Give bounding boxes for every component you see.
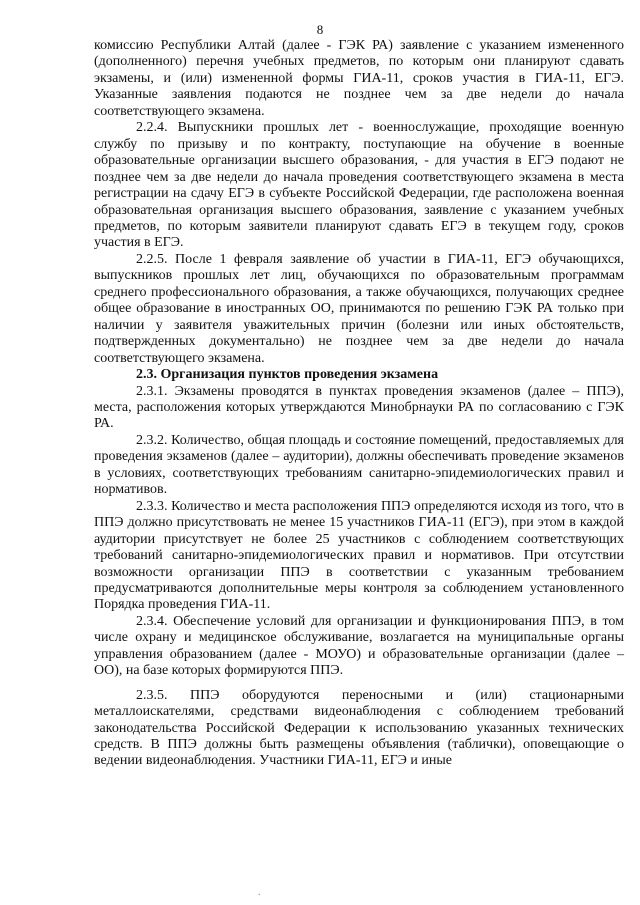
paragraph-2-3-2: 2.3.2. Количество, общая площадь и состояние помещений, предоставляемых для проведения экзаменов (далее – аудитории), должны обеспечивать проведение экзаменов в условиях, соответствующих требованиям санитарно-эпидемиологических правил и нормативов. — [94, 432, 624, 498]
paragraph-2-3-4: 2.3.4. Обеспечение условий для организации и функционирования ППЭ, в том числе охрану и медицинское обслуживание, возлагается на муниципальные органы управления образованием (далее - МОУО) и образовательные организации (далее – ОО), на базе которых формируются ППЭ. — [94, 613, 624, 679]
paragraph-2-2-5: 2.2.5. После 1 февраля заявление об участии в ГИА-11, ЕГЭ обучающихся, выпускников прошлых лет лиц, обучающихся по образовательным программам среднего профессионального образования, а также обучающихся, получающих среднее общее образование в иностранных ОО, принимаются по решению ГЭК РА только при наличии у заявителя уважительных причин (болезни или иных обстоятельств, подтвержденных документально) не позднее чем за две недели до начала соответствующего экзамена. — [94, 251, 624, 366]
paragraph-2-3-3: 2.3.3. Количество и места расположения ППЭ определяются исходя из того, что в ППЭ должно присутствовать не менее 15 участников ГИА-11 (ЕГЭ), при этом в каждой аудитории присутствует не более 25 участников с соблюдением соответствующих требований санитарно-эпидемиологических правил и нормативов. При отсутствии возможности организации ППЭ в соответствии с указанным требованием предусматриваются дополнительные меры контроля за соблюдением установленного Порядка проведения ГИА-11. — [94, 498, 624, 613]
section-heading: 2.3. Организация пунктов проведения экзамена — [136, 367, 439, 383]
paragraph-2-3-1: 2.3.1. Экзамены проводятся в пунктах проведения экзаменов (далее – ППЭ), места, расположения которых утверждаются Минобрнауки РА по согласованию с ГЭК РА. — [94, 383, 624, 432]
document-body — [94, 38, 624, 770]
page-number: 8 — [316, 22, 324, 37]
paragraph-continuation: комиссию Республики Алтай (далее - ГЭК РА) заявление с указанием измененного (дополненного) перечня учебных предметов, по которым они планируют сдавать экзамены, и (или) измененной формы ГИА-11, сроков участия в ГИА-11, ЕГЭ. Указанные заявления подаются не позднее чем за две недели до начала соответствующего экзамена. — [94, 38, 624, 119]
paragraph-2-2-4: 2.2.4. Выпускники прошлых лет - военнослужащие, проходящие военную службу по призыву и по контракту, поступающие на обучение в военные образовательные организации высшего образования, - для участия в ЕГЭ подают не позднее чем за две недели до начала проведения соответствующего экзамена в места регистрации на сдачу ЕГЭ в субъекте Российской Федерации, где расположена военная образовательная организация высшего образования, заявление с указанием учебных предметов, по которым заявители планируют сдавать ЕГЭ в текущем году, сроков участия в ЕГЭ. — [94, 120, 624, 251]
paragraph-2-3-5: 2.3.5. ППЭ оборудуются переносными и (или) стационарными металлоискателями, средствами видеонаблюдения с соблюдением требований законодательства Российской Федерации к использованию указанных технических средств. В ППЭ должны быть размещены объявления (таблички), оповещающие о ведении видеонаблюдения. Участники ГИА-11, ЕГЭ и иные — [94, 687, 624, 769]
footer-mark: . — [258, 887, 261, 898]
